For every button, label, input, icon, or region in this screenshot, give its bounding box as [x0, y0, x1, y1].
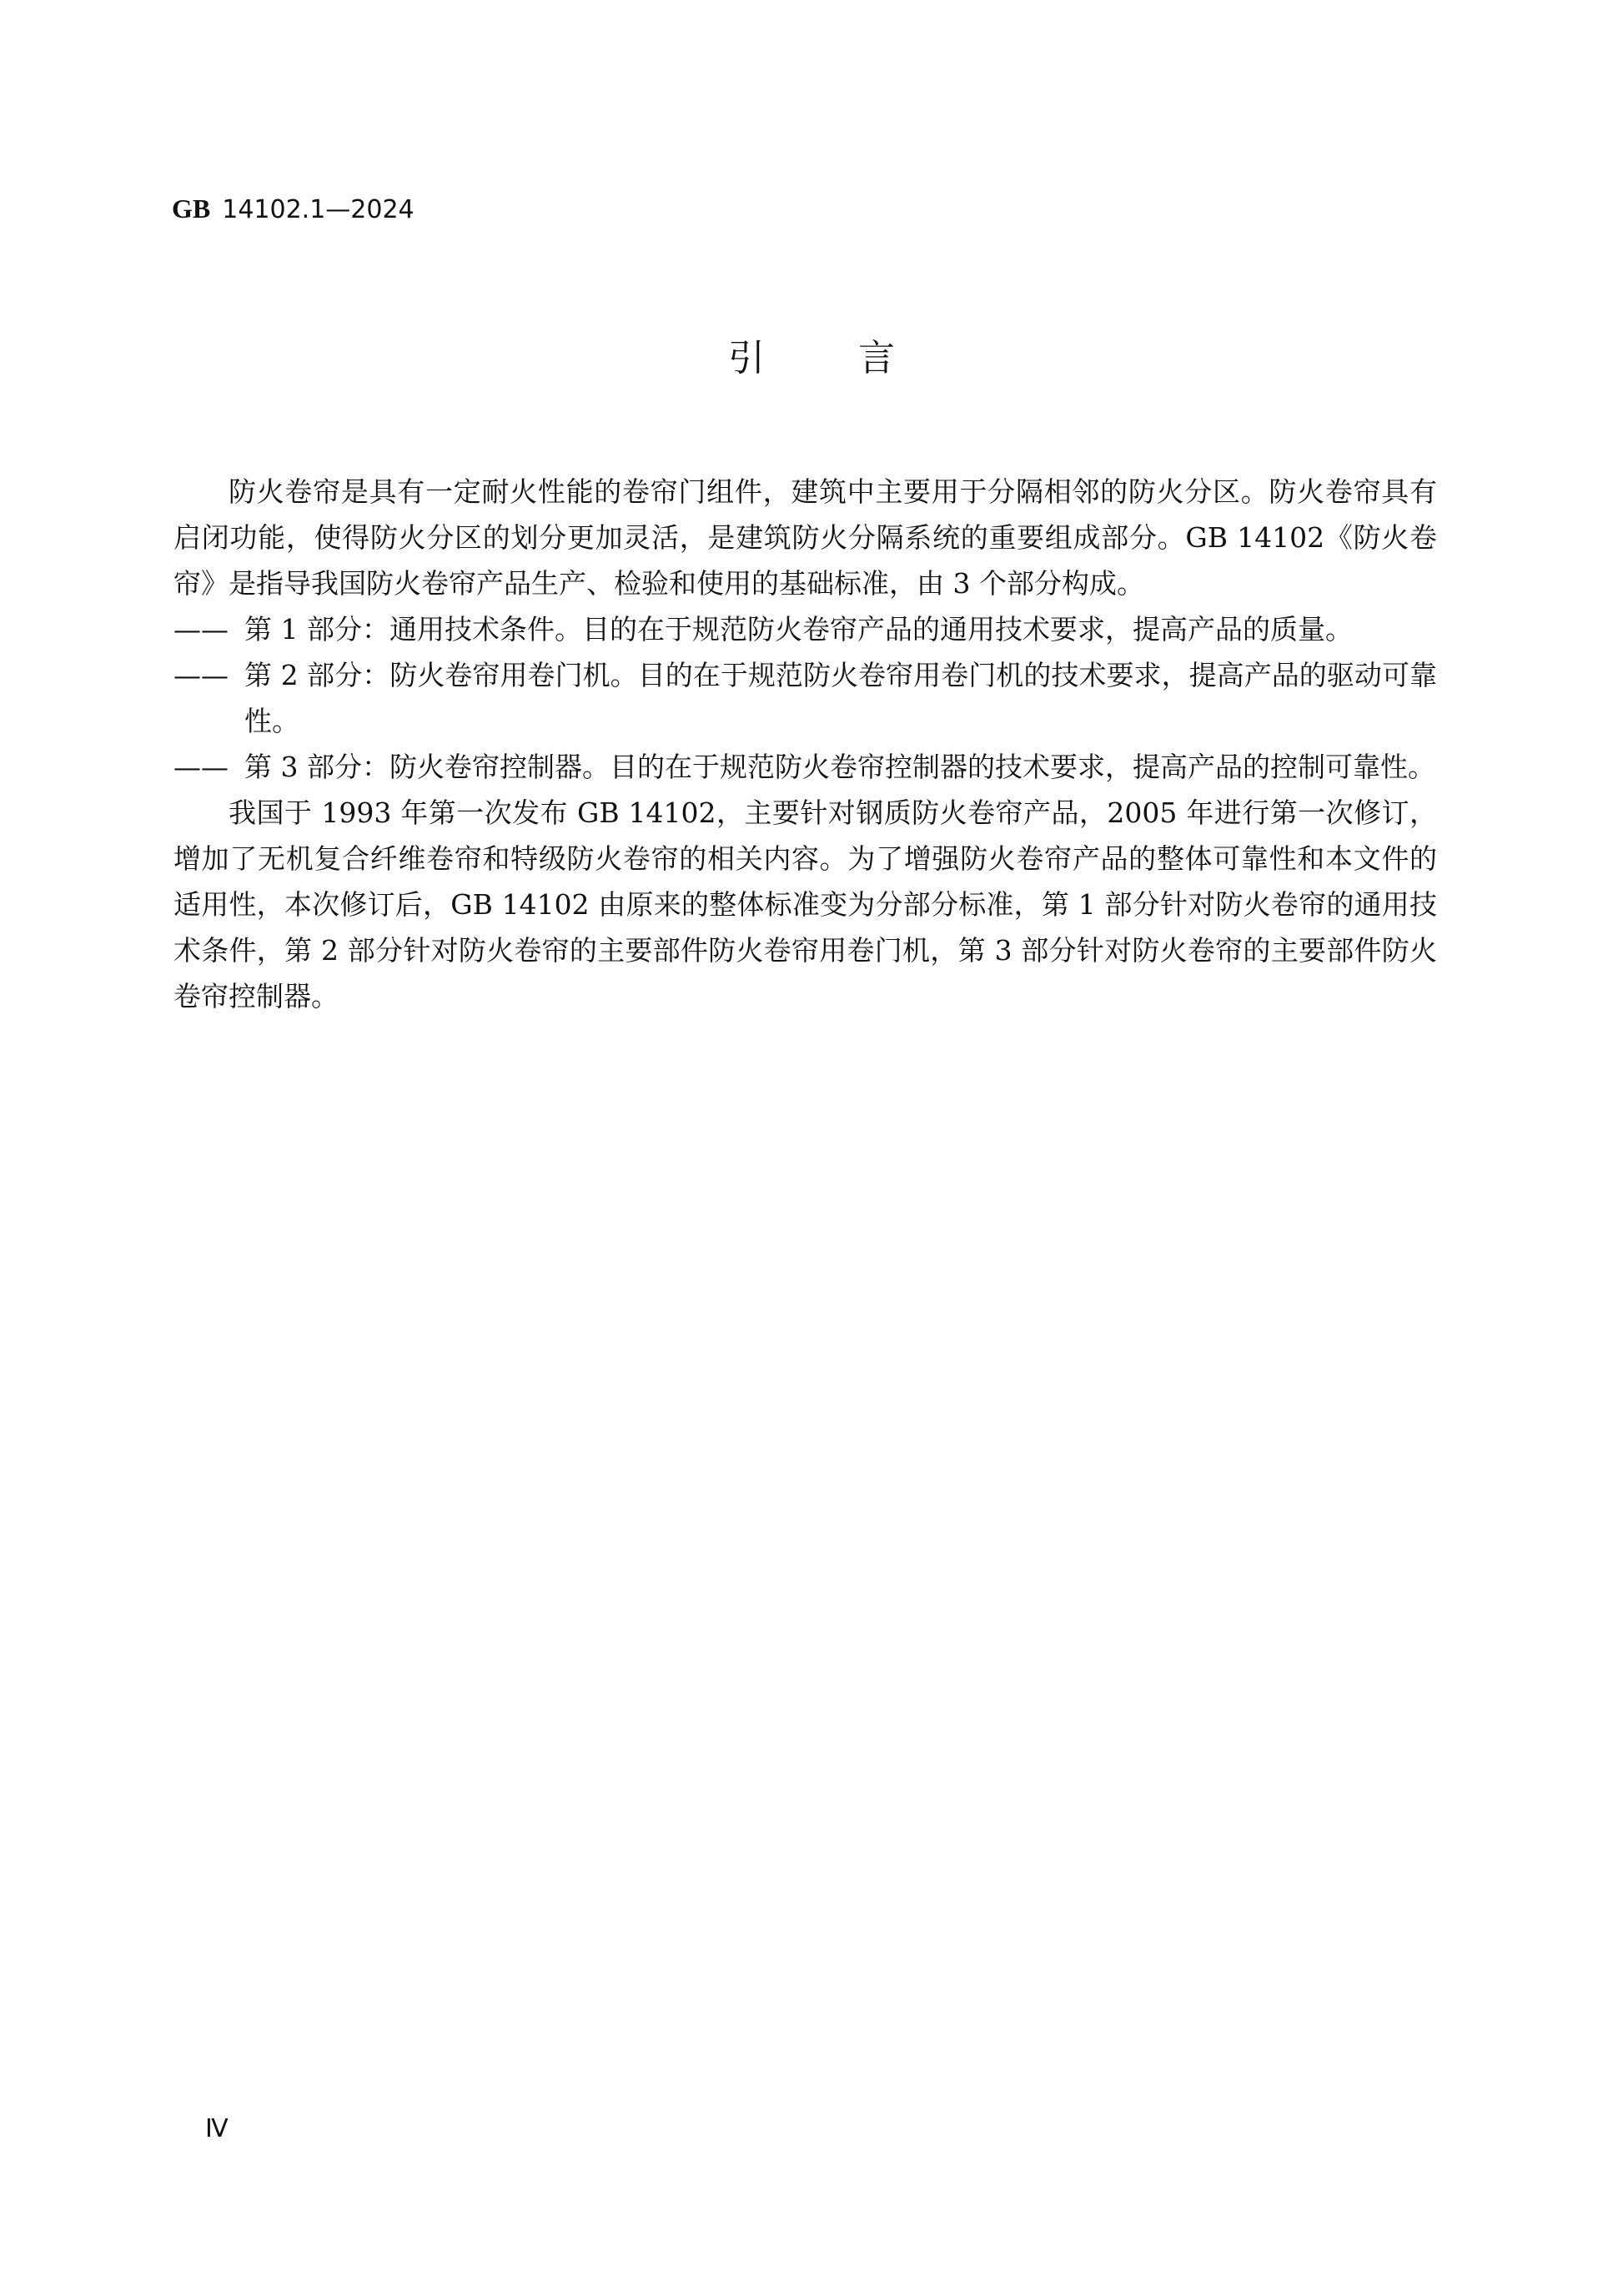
list-item-text: 第 3 部分：防火卷帘控制器。目的在于规范防火卷帘控制器的技术要求，提高产品的控制可靠性。 [244, 751, 1435, 783]
list-item-text: 第 1 部分：通用技术条件。目的在于规范防火卷帘产品的通用技术要求，提高产品的质量。 [244, 613, 1353, 646]
em-dash: —— [173, 751, 229, 783]
list-item-part-3 [173, 744, 1437, 790]
intro-paragraph: 防火卷帘是具有一定耐火性能的卷帘门组件，建筑中主要用于分隔相邻的防火分区。防火卷帘具有启闭功能，使得防火分区的划分更加灵活，是建筑防火分隔系统的重要组成部分。GB 14102《防火卷帘》是指导我国防火卷帘产品生产、检验和使用的基础标准，由 3 个部分构成。 [173, 475, 1437, 600]
list-item-text: 第 2 部分：防火卷帘用卷门机。目的在于规范防火卷帘用卷门机的技术要求，提高产品的驱动可靠性。 [244, 659, 1437, 737]
standard-number: 14102.1—2024 [222, 195, 415, 224]
history-paragraph: 我国于 1993 年第一次发布 GB 14102，主要针对钢质防火卷帘产品，2005 年进行第一次修订，增加了无机复合纤维卷帘和特级防火卷帘的相关内容。为了增强防火卷帘产品的整体可靠性和本文件的适用性，本次修订后，GB 14102 由原来的整体标准变为分部分标准，第 1 部分针对防火卷帘的通用技术条件，第 2 部分针对防火卷帘的主要部件防火卷帘用卷门机，第 3 部分针对防火卷帘的主要部件防火卷帘控制器。 [173, 796, 1437, 1012]
page-number: Ⅳ [205, 2115, 229, 2143]
em-dash: —— [173, 613, 229, 646]
list-item-part-2 [173, 652, 1437, 744]
em-dash: —— [173, 659, 229, 691]
page-title: 引言 [728, 337, 988, 379]
document-body [173, 469, 1437, 1019]
list-item-part-1 [173, 606, 1437, 652]
document-header [172, 192, 415, 227]
standard-prefix: GB [172, 193, 211, 224]
